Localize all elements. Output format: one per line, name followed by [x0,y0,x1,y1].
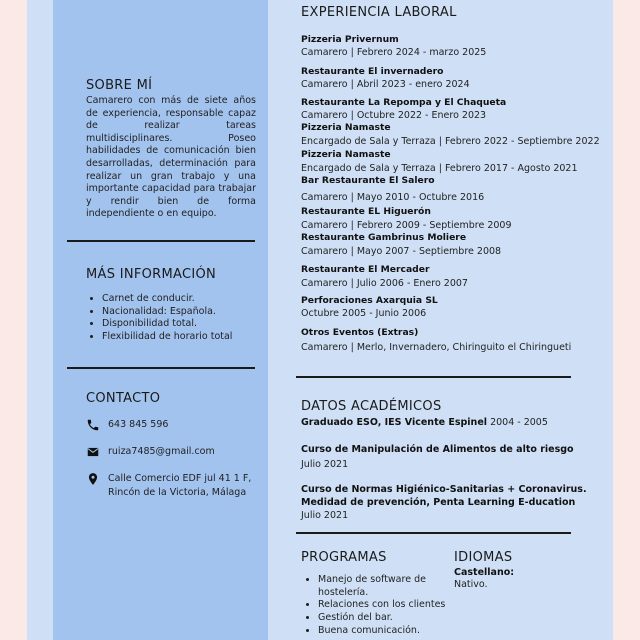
education-title: Curso de Manipulación de Alimentos de alto riesgo [301,444,574,455]
contact-address-line2: Rincón de la Victoria, Málaga [108,487,247,498]
education-date: Julio 2021 [301,458,349,470]
job-title: Pizzeria Namaste [301,122,391,133]
job-detail: Octubre 2005 - Junio 2006 [301,308,427,319]
job-detail: Encargado de Sala y Terraza | Febrero 2017 - Agosto 2021 [301,163,578,174]
list-item: • Relaciones con los clientes [318,599,458,612]
job-title: Restaurante La Repompa y El Chaqueta [301,97,507,108]
sidebar-divider-2 [67,367,255,369]
job-entry [301,149,578,175]
job-detail: Camarero | Merlo, Invernadero, Chiringuito el Chiringueti [301,342,572,353]
list-item: • Disponibilidad total. [102,318,272,331]
job-entry [301,264,468,290]
about-heading: SOBRE MÍ [86,78,153,93]
experience-heading: EXPERIENCIA LABORAL [301,5,457,20]
job-detail: Encargado de Sala y Terraza | Febrero 2022 - Septiembre 2022 [301,136,600,147]
job-title: Restaurante EL Higuerón [301,206,431,217]
list-item: • Manejo de software de hostelería. [318,574,458,599]
programs-list [302,574,458,638]
education-entry [301,484,613,523]
job-title: Restaurante El invernadero [301,66,444,77]
job-title: Restaurante El Mercader [301,264,430,275]
list-item: • Nacionalidad: Española. [102,306,272,319]
list-item: • Buena comunicación. [318,625,458,638]
job-entry [301,327,571,354]
job-entry [301,206,512,232]
education-entry [301,417,613,430]
job-detail: Camarero | Mayo 2007 - Septiembre 2008 [301,246,502,257]
programs-heading: PROGRAMAS [301,550,387,565]
job-entry [301,295,438,320]
job-detail: Camarero | Julio 2006 - Enero 2007 [301,278,468,289]
list-item: • Flexibilidad de horario total [102,331,272,344]
contact-heading: CONTACTO [86,391,161,406]
education-date: Julio 2021 [301,510,349,521]
phone-icon [86,418,100,432]
education-title: Graduado ESO, IES Vicente Espinel [301,417,488,428]
job-title: Pizzeria Namaste [301,149,391,160]
job-entry [301,66,470,91]
contact-address-line1: Calle Comercio EDF jul 41 1 F, [108,473,252,484]
job-title: Perforaciones Axarquia SL [301,295,438,306]
job-entry [301,34,486,59]
job-title: Otros Eventos (Extras) [301,327,419,338]
language-name: Castellano: [454,567,515,578]
job-title: Restaurante Gambrinus Moliere [301,232,467,243]
education-title: Curso de Normas Higiénico-Sanitarias + Coronavirus. Medidad de prevención, Penta Learning E-ducation [301,484,587,508]
contact-phone: 643 845 596 [108,419,169,430]
list-item: • Carnet de conducir. [102,293,272,306]
sidebar-divider-1 [67,240,255,242]
job-detail: Camarero | Febrero 2024 - marzo 2025 [301,47,487,58]
languages-heading: IDIOMAS [454,550,513,565]
job-detail: Camarero | Octubre 2022 - Enero 2023 [301,110,487,121]
more-info-heading: MÁS INFORMACIÓN [86,267,217,282]
list-item: • Gestión del bar. [318,612,458,625]
job-title: Bar Restaurante El Salero [301,175,435,186]
language-level: Nativo. [454,579,488,590]
mail-icon [86,445,100,459]
job-entry [301,232,501,258]
main-divider-1 [296,376,571,378]
job-title: Pizzeria Privernum [301,34,399,45]
main-divider-2 [296,532,571,534]
language-entry [454,567,514,591]
job-detail: Camarero | Febrero 2009 - Septiembre 2009 [301,220,512,231]
more-info-list [86,293,272,344]
contact-email[interactable]: ruiza7485@gmail.com [108,446,215,457]
education-entry [301,444,613,471]
education-date: 2004 - 2005 [490,417,548,428]
job-detail: Camarero | Mayo 2010 - Octubre 2016 [301,192,485,203]
about-text: Camarero con más de siete años de experiencia, responsable capaz de realizar tareas multidisciplinares. Poseo habilidades de comunicación bien desarrolladas, determinación para realizar un gran trabajo y una importante capacidad para trabajar y rendir bien de forma independiente o en equipo. [86,95,256,220]
location-pin-icon [86,472,100,486]
education-heading: DATOS ACADÉMICOS [301,399,442,414]
job-detail: Camarero | Abril 2023 - enero 2024 [301,79,470,90]
job-entry [301,122,600,148]
job-entry [301,175,484,204]
job-entry [301,97,506,122]
